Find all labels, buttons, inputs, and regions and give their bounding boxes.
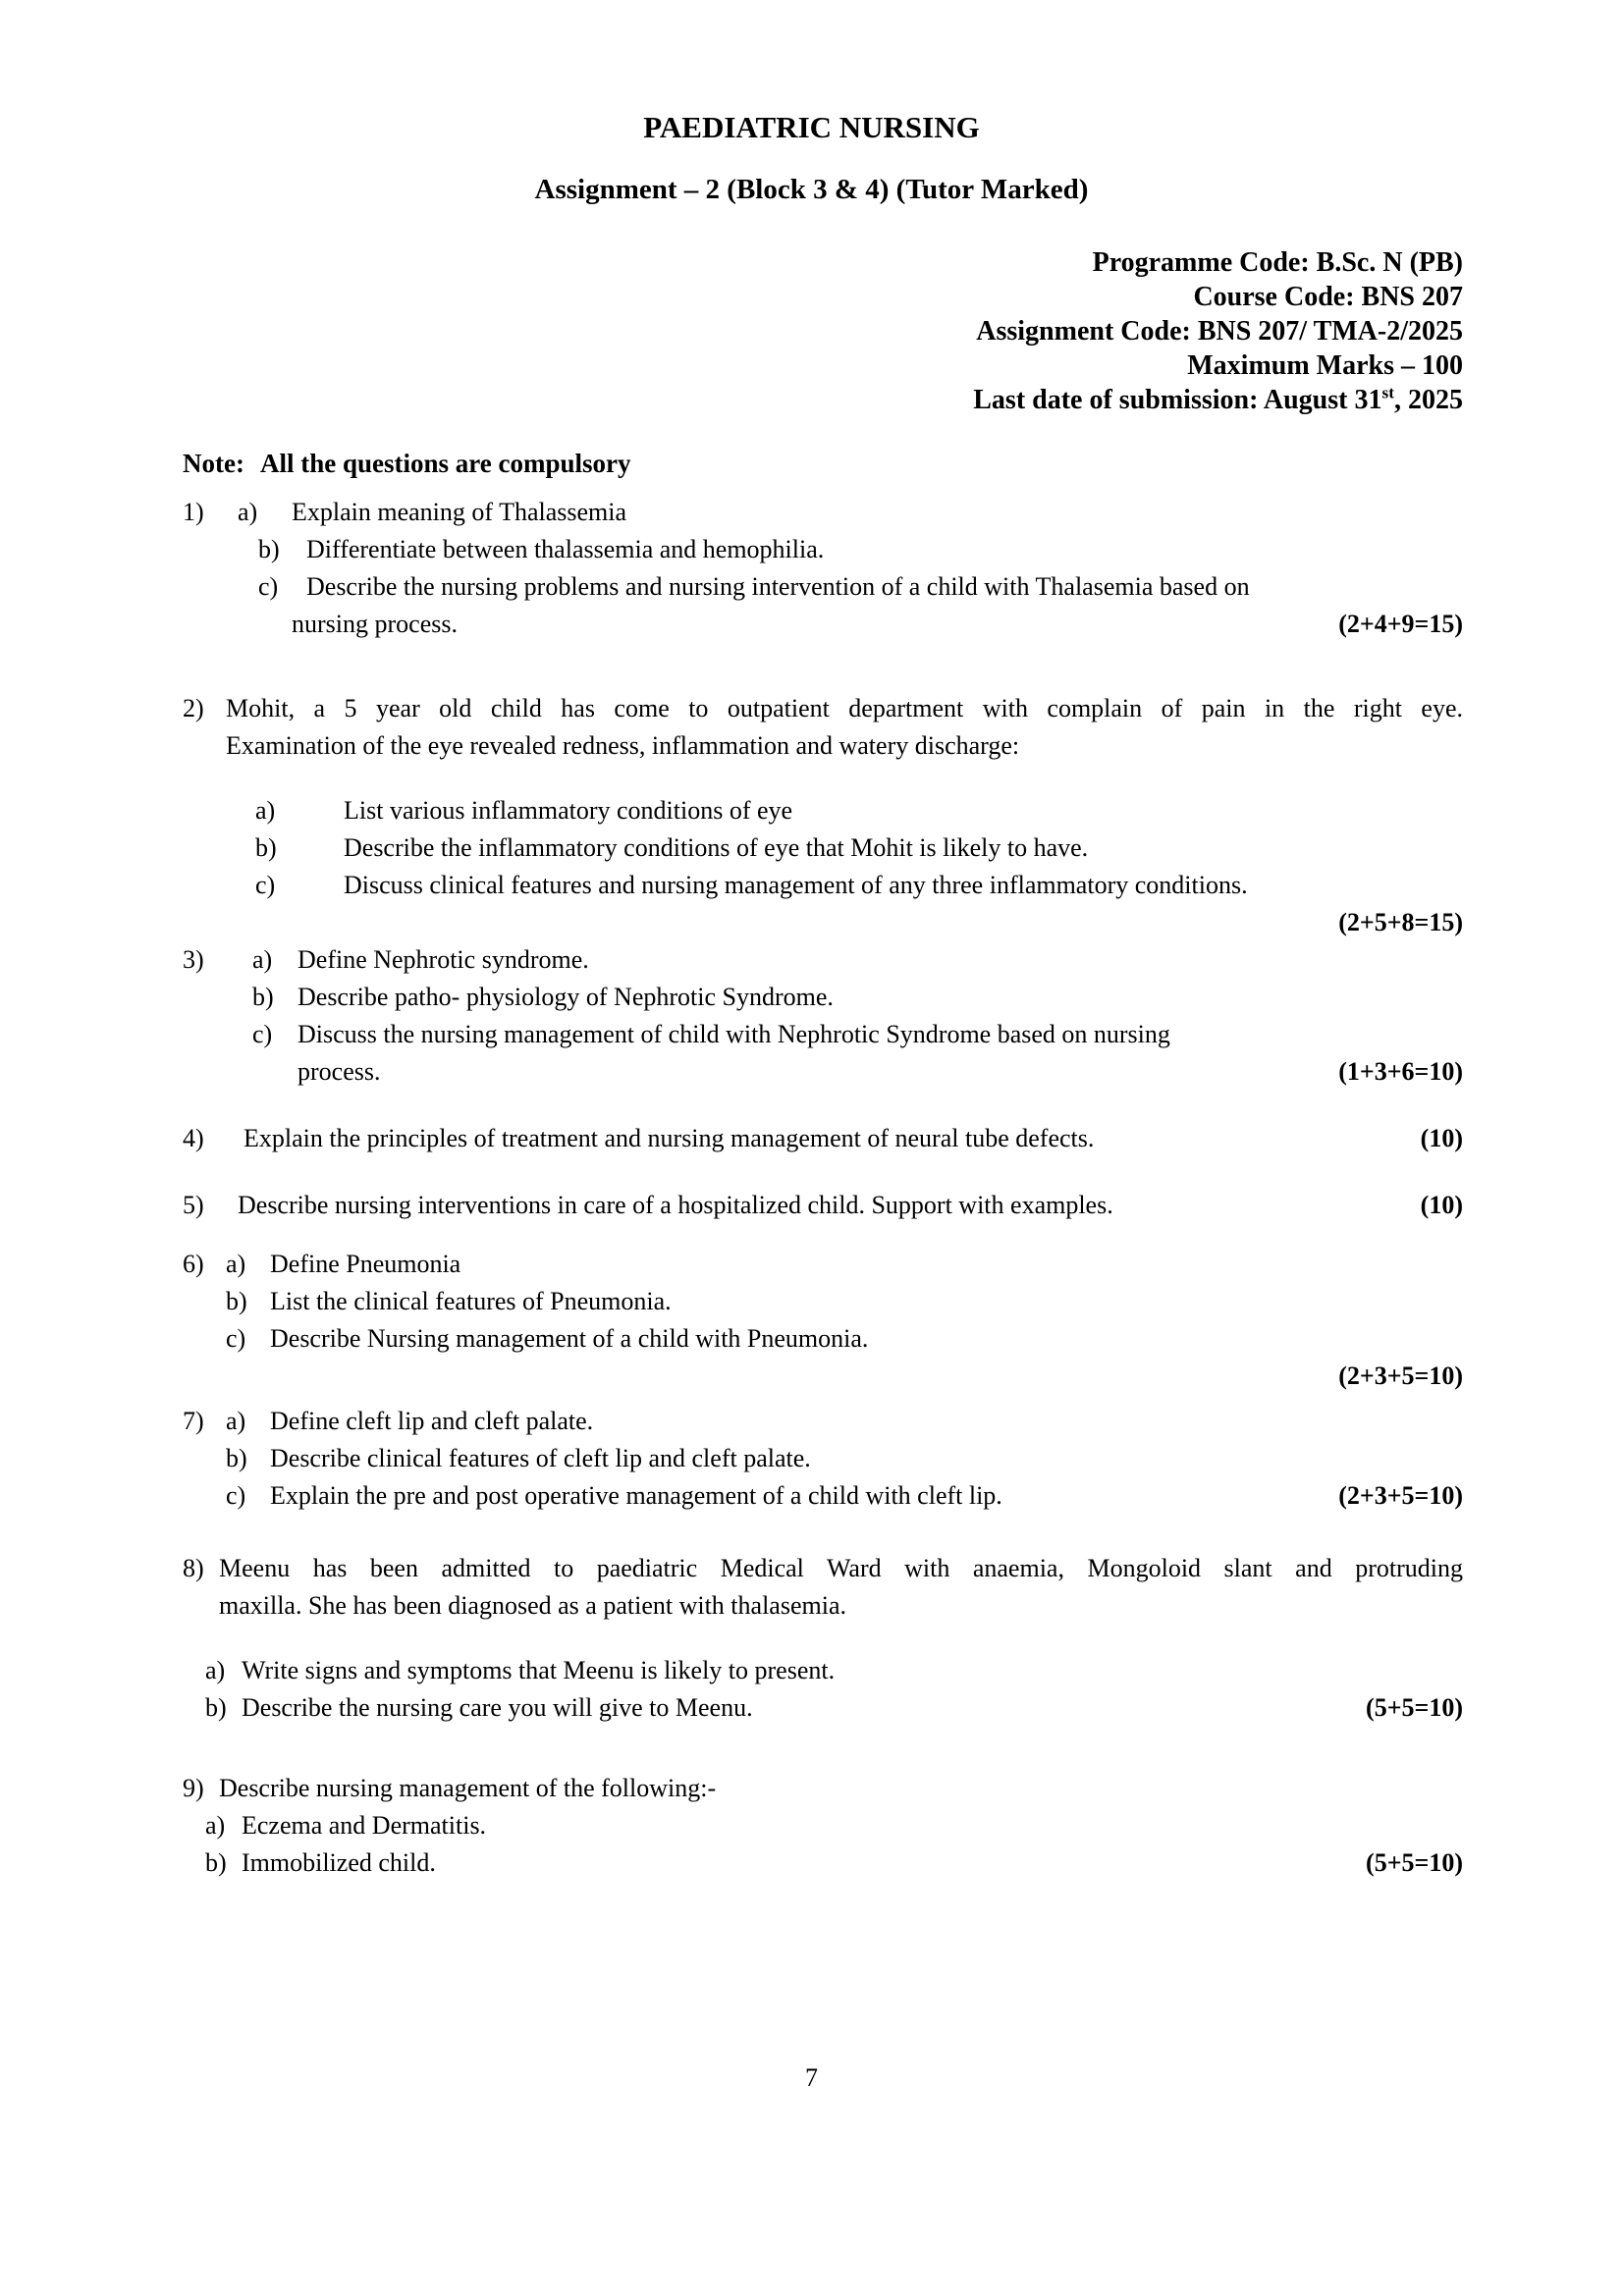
question-8-part-b	[183, 1689, 1463, 1727]
page-title: PAEDIATRIC NURSING	[643, 110, 980, 144]
part-label: c)	[258, 572, 279, 601]
part-label: b)	[205, 1693, 227, 1722]
part-text: Immobilized child.	[242, 1848, 436, 1877]
question-number: 9)	[183, 1774, 204, 1802]
question-intro	[219, 1550, 1463, 1625]
part-label: b)	[252, 983, 274, 1011]
part-text: Differentiate between thalassemia and hemophilia.	[306, 535, 825, 563]
question-3-part-c	[183, 1016, 1463, 1053]
question-3-part-b	[183, 979, 1463, 1016]
marks: (2+4+9=15)	[1338, 610, 1463, 638]
part-label: c)	[252, 1020, 273, 1048]
part-text: Explain meaning of Thalassemia	[292, 498, 627, 526]
question-7	[183, 1403, 1463, 1515]
question-3	[183, 941, 1463, 1091]
question-5	[183, 1187, 1463, 1224]
question-6-part-a	[183, 1246, 1463, 1283]
part-text: Eczema and Dermatitis.	[242, 1811, 487, 1840]
part-text: Define Pneumonia	[270, 1250, 461, 1278]
note-label: Note:	[183, 449, 244, 478]
marks: (2+5+8=15)	[1338, 908, 1463, 936]
question-9-part-a	[183, 1807, 1463, 1844]
part-text: List various inflammatory conditions of eye	[344, 796, 793, 825]
assignment-code: Assignment Code: BNS 207/ TMA-2/2025	[976, 316, 1463, 347]
course-info-block	[183, 245, 1463, 417]
question-4-row	[183, 1120, 1463, 1157]
part-label: a)	[226, 1407, 246, 1435]
part-text: Explain the pre and post operative management of a child with cleft lip.	[270, 1481, 1002, 1510]
intro-line: maxilla. She has been diagnosed as a patient with thalasemia.	[219, 1591, 846, 1620]
part-label: c)	[226, 1481, 246, 1510]
question-text: Describe nursing management of the following:-	[219, 1774, 717, 1802]
question-text: Explain the principles of treatment and nursing management of neural tube defects.	[243, 1124, 1095, 1152]
part-text: Describe Nursing management of a child with Pneumonia.	[270, 1324, 869, 1353]
intro-line: Mohit, a 5 year old child has come to outpatient department with complain of pain in the right eye.	[226, 694, 1463, 722]
question-8-part-a	[183, 1652, 1463, 1689]
question-1-part-b	[183, 531, 1463, 568]
part-label: a)	[205, 1811, 226, 1840]
question-number: 5)	[183, 1191, 204, 1219]
question-2-intro	[183, 690, 1463, 765]
marks: (5+5=10)	[1366, 1693, 1463, 1722]
question-9-intro	[183, 1770, 1463, 1807]
question-number: 6)	[183, 1250, 204, 1278]
question-7-part-b	[183, 1440, 1463, 1477]
programme-code: Programme Code: B.Sc. N (PB)	[1092, 247, 1463, 278]
maximum-marks: Maximum Marks – 100	[1187, 350, 1463, 381]
part-label: a)	[252, 945, 273, 974]
question-number: 7)	[183, 1407, 204, 1435]
marks: (5+5=10)	[1366, 1848, 1463, 1877]
question-4	[183, 1120, 1463, 1157]
question-3-part-a	[183, 941, 1463, 979]
question-2-part-a	[183, 792, 1463, 829]
question-6	[183, 1246, 1463, 1395]
question-8-intro	[183, 1550, 1463, 1625]
question-7-part-a	[183, 1403, 1463, 1440]
question-6-part-c	[183, 1320, 1463, 1358]
part-text: Describe the nursing problems and nursing intervention of a child with Thalasemia based on	[306, 572, 1250, 601]
part-label: b)	[226, 1287, 247, 1315]
question-9	[183, 1770, 1463, 1882]
question-1	[183, 494, 1463, 643]
question-number: 2)	[183, 694, 204, 722]
part-text: Describe the inflammatory conditions of eye that Mohit is likely to have.	[344, 833, 1089, 862]
part-label: c)	[255, 871, 276, 899]
part-text: Discuss clinical features and nursing management of any three inflammatory conditions.	[344, 871, 1248, 899]
last-date-of-submission	[183, 383, 1463, 417]
question-7-part-c	[183, 1477, 1463, 1515]
last-date-text: Last date of submission: August 31	[973, 385, 1382, 415]
note-line	[183, 445, 1463, 482]
marks: (2+3+5=10)	[1338, 1362, 1463, 1390]
question-intro	[226, 690, 1463, 765]
question-1-part-c-continuation	[183, 606, 1463, 643]
question-2-part-b	[183, 829, 1463, 867]
question-text: Describe nursing interventions in care of a hospitalized child. Support with examples.	[238, 1191, 1113, 1219]
question-2-parts	[183, 792, 1463, 904]
question-number: 1)	[183, 498, 204, 526]
part-text: Define cleft lip and cleft palate.	[270, 1407, 594, 1435]
question-number: 8)	[183, 1554, 204, 1582]
part-label: a)	[205, 1656, 226, 1684]
question-2-part-c	[183, 867, 1463, 904]
question-9-part-b	[183, 1844, 1463, 1882]
part-label: b)	[205, 1848, 227, 1877]
part-text: Discuss the nursing management of child with Nephrotic Syndrome based on nursing	[298, 1020, 1170, 1048]
part-text: Describe patho- physiology of Nephrotic Syndrome.	[298, 983, 834, 1011]
marks: (10)	[1420, 1191, 1463, 1219]
last-date-ordinal: st	[1381, 383, 1394, 402]
question-8	[183, 1550, 1463, 1727]
course-code: Course Code: BNS 207	[1193, 282, 1463, 312]
part-text: Write signs and symptoms that Meenu is likely to present.	[242, 1656, 836, 1684]
part-text: process.	[298, 1057, 381, 1086]
question-1-part-c	[183, 568, 1463, 606]
page-number: 7	[805, 2063, 818, 2092]
question-2	[183, 690, 1463, 941]
part-label: b)	[258, 535, 280, 563]
marks: (1+3+6=10)	[1338, 1057, 1463, 1086]
question-number: 4)	[183, 1124, 204, 1152]
question-8-parts	[183, 1652, 1463, 1727]
intro-line: Examination of the eye revealed redness, inflammation and watery discharge:	[226, 731, 1020, 760]
question-1-part-a	[183, 494, 1463, 531]
part-label: b)	[226, 1444, 247, 1472]
assignment-subtitle: Assignment – 2 (Block 3 & 4) (Tutor Marked)	[534, 174, 1089, 205]
part-text: nursing process.	[292, 610, 458, 638]
part-text: Describe clinical features of cleft lip and cleft palate.	[270, 1444, 811, 1472]
marks: (10)	[1420, 1124, 1463, 1152]
part-label: a)	[226, 1250, 246, 1278]
part-text: Describe the nursing care you will give to Meenu.	[242, 1693, 753, 1722]
note-text: All the questions are compulsory	[259, 449, 631, 478]
part-label: b)	[255, 833, 277, 862]
last-date-year: , 2025	[1394, 385, 1463, 415]
question-3-part-c-continuation	[183, 1053, 1463, 1091]
question-5-row	[183, 1187, 1463, 1224]
part-label: a)	[255, 796, 276, 825]
question-number: 3)	[183, 945, 204, 974]
question-6-part-b	[183, 1283, 1463, 1320]
part-label: a)	[238, 498, 258, 526]
part-text: List the clinical features of Pneumonia.	[270, 1287, 672, 1315]
part-label: c)	[226, 1324, 246, 1353]
marks: (2+3+5=10)	[1338, 1481, 1463, 1510]
part-text: Define Nephrotic syndrome.	[298, 945, 589, 974]
intro-line: Meenu has been admitted to paediatric Medical Ward with anaemia, Mongoloid slant and protruding	[219, 1554, 1463, 1582]
